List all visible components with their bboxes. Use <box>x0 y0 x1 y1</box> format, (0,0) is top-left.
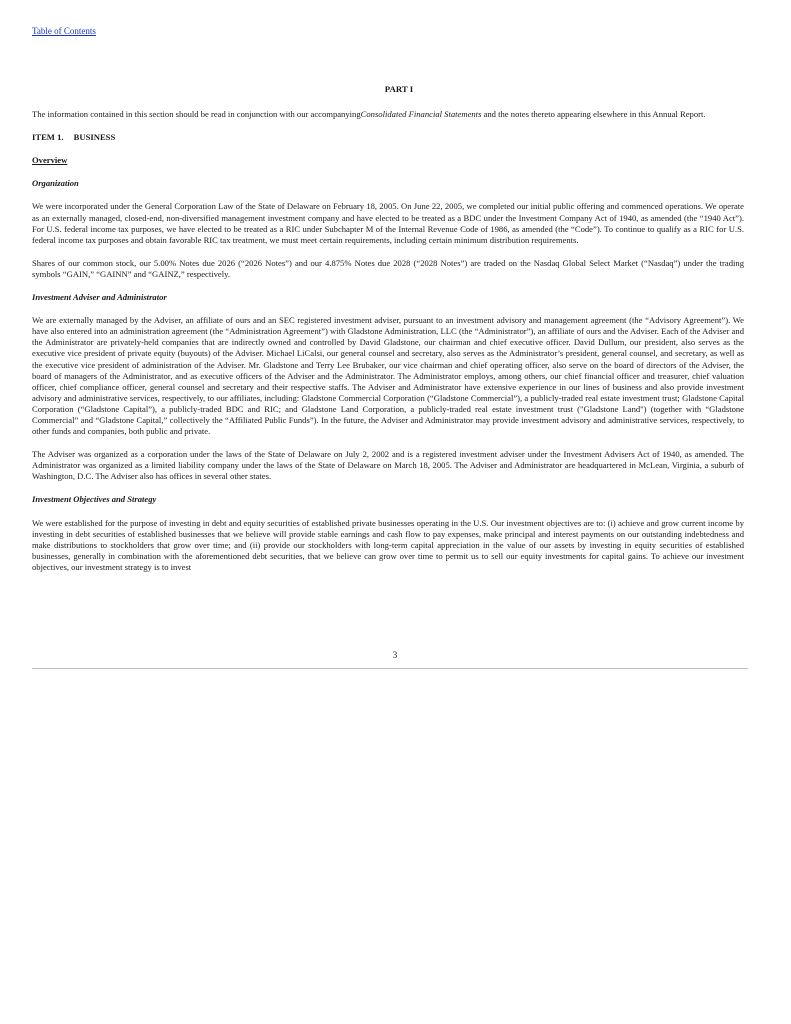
organization-paragraph-2: Shares of our common stock, our 5.00% Notes due 2026 (“2026 Notes”) and our 4.875% Notes due 2028 (“2028 Notes”) are traded on the Nasdaq Global Select Market (“Nasdaq”) under the trading symbols “GAIN,” “GAINN” and “GAINZ,” respectively. <box>32 257 744 279</box>
item-number: ITEM 1. <box>32 132 64 143</box>
adviser-heading: Investment Adviser and Administrator <box>32 292 167 303</box>
organization-paragraph-1: We were incorporated under the General Corporation Law of the State of Delaware on February 18, 2005. On June 22, 2005, we completed our initial public offering and commenced operations. We operate as an externally managed, closed-end, non-diversified management investment company and have elected to be treated as a BDC under the Investment Company Act of 1940, as amended (the “1940 Act”). For U.S. federal income tax purposes, we have elected to be treated as a RIC under Subchapter M of the Internal Revenue Code of 1986, as amended (the “Code”). To continue to qualify as a RIC for U.S. federal income tax purposes and obtain favorable RIC tax treatment, we must meet certain requirements, including certain minimum distribution requirements. <box>32 201 744 245</box>
footer-divider <box>32 668 748 669</box>
intro-text-emphasis: Consolidated Financial Statements <box>360 109 482 120</box>
page-footer <box>32 650 748 669</box>
document-page <box>32 0 744 1024</box>
intro-paragraph <box>32 109 744 120</box>
part-title: PART I <box>384 84 414 94</box>
page-content <box>32 84 744 585</box>
item-heading <box>32 132 744 143</box>
intro-text-after: and the notes thereto appearing elsewhere in this Annual Report. <box>481 109 706 120</box>
table-of-contents-link[interactable]: Table of Contents <box>32 26 96 36</box>
objectives-paragraph-1: We were established for the purpose of investing in debt and equity securities of established private businesses operating in the U.S. Our investment objectives are to: (i) achieve and grow current income by investing in debt securities of established businesses that we believe will provide stable earnings and cash flow to pay expenses, make principal and interest payments on our outstanding indebtedness and make distributions to stockholders that grow over time; and (ii) provide our stockholders with long-term capital appreciation in the value of our assets by investing in equity securities of established businesses, generally in combination with the aforementioned debt securities, that we believe can grow over time to permit us to sell our equity investments for capital gains. To achieve our investment objectives, our investment strategy is to invest <box>32 517 744 572</box>
overview-heading: Overview <box>32 155 68 166</box>
page-number: 3 <box>392 650 398 660</box>
objectives-heading: Investment Objectives and Strategy <box>32 494 157 505</box>
intro-text-before: The information contained in this section should be read in conjunction with our accompanying <box>32 109 361 120</box>
adviser-paragraph-1: We are externally managed by the Adviser, an affiliate of ours and an SEC registered investment adviser, pursuant to an investment advisory and management agreement (the “Advisory Agreement”). We have also entered into an administration agreement (the “Administration Agreement”) with Gladstone Administration, LLC (the “Administrator”), an affiliate of ours and the Adviser. Each of the Adviser and the Administrator are privately-held companies that are indirectly owned and controlled by David Gladstone, our chairman and chief executive officer. David Dullum, our president, also serves as the executive vice president of private equity (buyouts) of the Adviser. Michael LiCalsi, our general counsel and secretary, also serves as the Administrator’s president, general counsel, and secretary, as well as the executive vice president of administration of the Adviser. Mr. Gladstone and Terry Lee Brubaker, our vice chairman and chief operating officer, also serve on the board of directors of the Adviser, the board of managers of the Administrator, and as executive officers of the Adviser and the Administrator. The Administrator employs, among others, our chief financial officer and treasurer, chief valuation officer, chief compliance officer, general counsel and secretary and their respective staffs. The Adviser and Administrator have extensive experience in our lines of business and also provide investment advisory and administrative services, respectively, to our affiliates, including: Gladstone Commercial Corporation (“Gladstone Commercial”), a publicly-traded real estate investment trust; Gladstone Capital Corporation (“Gladstone Capital”), a publicly-traded BDC and RIC; and Gladstone Land Corporation, a publicly-traded real estate investment trust ("Gladstone Land") (together with “Gladstone Commercial” and “Gladstone Capital,” collectively the “Affiliated Public Funds”). In the future, the Adviser and Administrator may provide investment advisory and administrative services, respectively, to other funds and companies, both public and private. <box>32 315 744 437</box>
organization-heading: Organization <box>32 178 79 189</box>
item-title: BUSINESS <box>73 132 116 143</box>
adviser-paragraph-2: The Adviser was organized as a corporation under the laws of the State of Delaware on July 2, 2002 and is a registered investment adviser under the Investment Advisers Act of 1940, as amended. The Administrator was organized as a limited liability company under the laws of the State of Delaware on March 18, 2005. The Adviser and Administrator are headquartered in McLean, Virginia, a suburb of Washington, D.C. The Adviser also has offices in several other states. <box>32 449 744 482</box>
